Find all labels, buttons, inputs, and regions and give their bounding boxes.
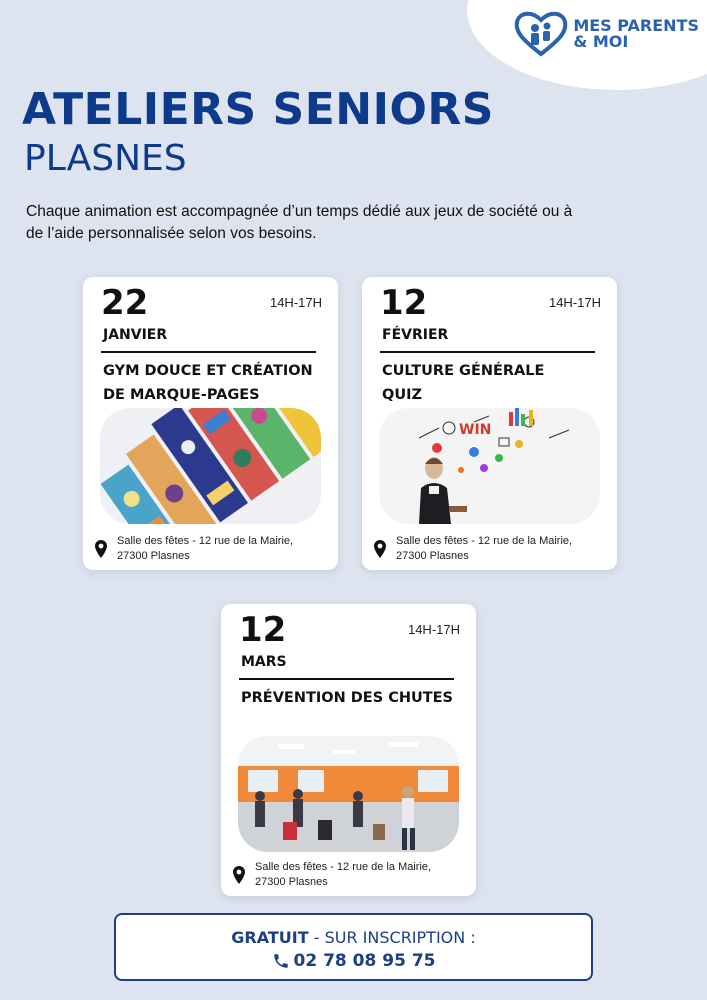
address-line2: 27300 Plasnes bbox=[396, 550, 469, 562]
free-label: GRATUIT bbox=[231, 928, 309, 947]
event-title-line1: PRÉVENTION DES CHUTES bbox=[241, 690, 453, 706]
registration-label: - SUR INSCRIPTION : bbox=[308, 928, 476, 947]
registration-text bbox=[116, 928, 591, 947]
page-subtitle: PLASNES bbox=[24, 138, 187, 179]
event-card-falls bbox=[221, 604, 476, 896]
event-address bbox=[374, 534, 607, 564]
divider bbox=[239, 678, 454, 680]
address-line1: Salle des fêtes - 12 rue de la Mairie, bbox=[255, 861, 432, 873]
intro-text: Chaque animation est accompagnée d’un temps dédié aux jeux de société ou à de l’aide personnalisée selon vos besoins. bbox=[26, 203, 573, 242]
heart-family-icon bbox=[513, 10, 569, 58]
event-title-line2: DE MARQUE-PAGES bbox=[103, 387, 260, 403]
event-title bbox=[103, 359, 326, 407]
event-day: 12 bbox=[239, 610, 287, 650]
event-card-quiz bbox=[362, 277, 617, 570]
event-title-line2: QUIZ bbox=[382, 387, 423, 403]
event-title bbox=[241, 686, 464, 710]
page-title: ATELIERS SENIORS bbox=[22, 84, 494, 135]
location-pin-icon bbox=[233, 866, 245, 884]
win-label: WIN bbox=[459, 422, 492, 438]
event-hours: 14H-17H bbox=[269, 295, 322, 310]
address-line1: Salle des fêtes - 12 rue de la Mairie, bbox=[117, 535, 294, 547]
event-month: MARS bbox=[241, 654, 287, 670]
address-line2: 27300 Plasnes bbox=[255, 876, 328, 888]
registration-box bbox=[114, 913, 593, 981]
location-pin-icon bbox=[374, 540, 386, 558]
logo-line1: MES PARENTS bbox=[573, 16, 699, 35]
bookmarks-photo bbox=[100, 408, 321, 524]
divider bbox=[101, 351, 316, 353]
event-title-line1: CULTURE GÉNÉRALE bbox=[382, 363, 545, 379]
event-hours: 14H-17H bbox=[407, 622, 460, 637]
event-month: FÉVRIER bbox=[382, 327, 449, 343]
event-card-gym bbox=[83, 277, 338, 570]
divider bbox=[380, 351, 595, 353]
address-line2: 27300 Plasnes bbox=[117, 550, 190, 562]
event-address bbox=[233, 860, 466, 890]
event-address bbox=[95, 534, 328, 564]
event-title-line1: GYM DOUCE ET CRÉATION bbox=[103, 363, 313, 379]
logo bbox=[513, 10, 699, 58]
event-day: 22 bbox=[101, 283, 149, 323]
quiz-doodle-photo bbox=[379, 408, 600, 524]
phone-icon bbox=[272, 952, 290, 970]
event-hours: 14H-17H bbox=[548, 295, 601, 310]
exercise-class-photo bbox=[238, 736, 459, 852]
event-day: 12 bbox=[380, 283, 428, 323]
phone-number[interactable]: 02 78 08 95 75 bbox=[293, 951, 436, 971]
event-month: JANVIER bbox=[103, 327, 168, 343]
phone-row[interactable] bbox=[116, 951, 591, 971]
logo-line2: & MOI bbox=[573, 32, 629, 51]
address-line1: Salle des fêtes - 12 rue de la Mairie, bbox=[396, 535, 573, 547]
location-pin-icon bbox=[95, 540, 107, 558]
event-title bbox=[382, 359, 605, 407]
